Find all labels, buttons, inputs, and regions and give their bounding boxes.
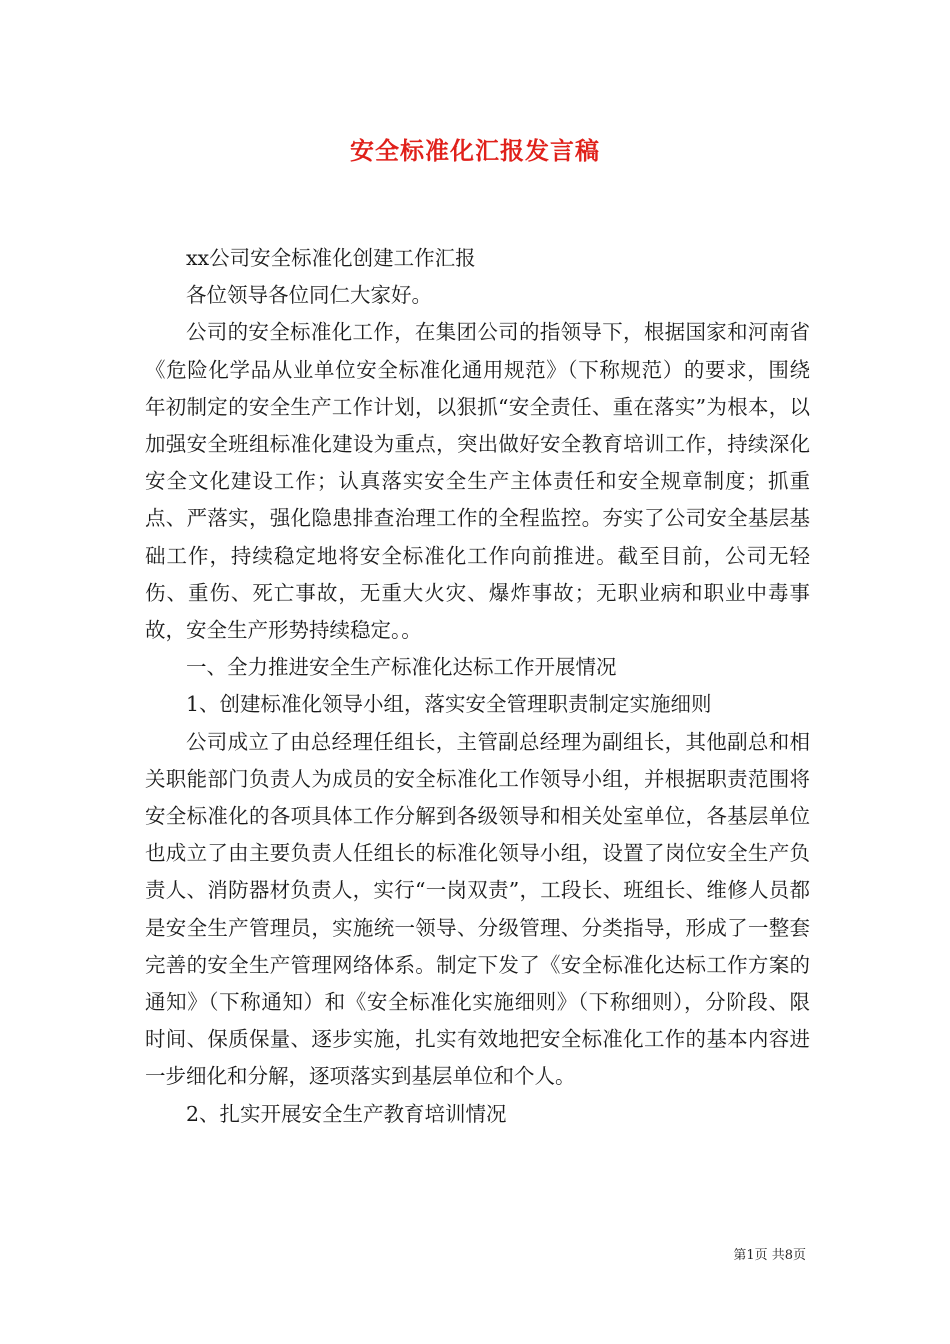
page-number-footer: 第1页 共8页 (733, 1248, 806, 1263)
document-title: 安全标准化汇报发言稿 (350, 136, 600, 165)
body-paragraph: 公司成立了由总经理任组长，主管副总经理为副组长，其他副总和相关职能部门负责人为成员的安全标准化工作领导小组，并根据职责范围将安全标准化的各项具体工作分解到各级领导和相关处室单位，各基层单位也成立了由主要负责人任组长的标准化领导小组，设置了岗位安全生产负责人、消防器材负责人，实行“一岗双责”，工段长、班组长、维修人员都是安全生产管理员，实施统一领导、分级管理、分类指导，形成了一整套完善的安全生产管理网络体系。制定下发了《安全标准化达标工作方案的通知》（下称通知）和《安全标准化实施细则》（下称细则），分阶段、限时间、保质保量、逐步实施，扎实有效地把安全标准化工作的基本内容进一步细化和分解，逐项落实到基层单位和个人。 (145, 729, 810, 1089)
greeting-paragraph: 各位领导各位同仁大家好。 (186, 283, 432, 308)
section-heading-1: 一、全力推进安全生产标准化达标工作开展情况 (186, 655, 617, 680)
subsection-heading-2: 2、扎实开展安全生产教育培训情况 (186, 1101, 507, 1126)
document-body (145, 240, 810, 1133)
report-subtitle: xx公司安全标准化创建工作汇报 (186, 246, 476, 270)
subsection-heading-1: 1、创建标准化领导小组，落实安全管理职责制定实施细则 (186, 692, 712, 717)
intro-paragraph: 公司的安全标准化工作，在集团公司的指领导下，根据国家和河南省《危险化学品从业单位安全标准化通用规范》（下称规范）的要求，围绕年初制定的安全生产工作计划，以狠抓“安全责任、重在落实”为根本，以加强安全班组标准化建设为重点，突出做好安全教育培训工作，持续深化安全文化建设工作；认真落实安全生产主体责任和安全规章制度；抓重点、严落实，强化隐患排查治理工作的全程监控。夯实了公司安全基层基础工作，持续稳定地将安全标准化工作向前推进。截至目前，公司无轻伤、重伤、死亡事故，无重大火灾、爆炸事故；无职业病和职业中毒事故，安全生产形势持续稳定。。 (145, 320, 810, 643)
